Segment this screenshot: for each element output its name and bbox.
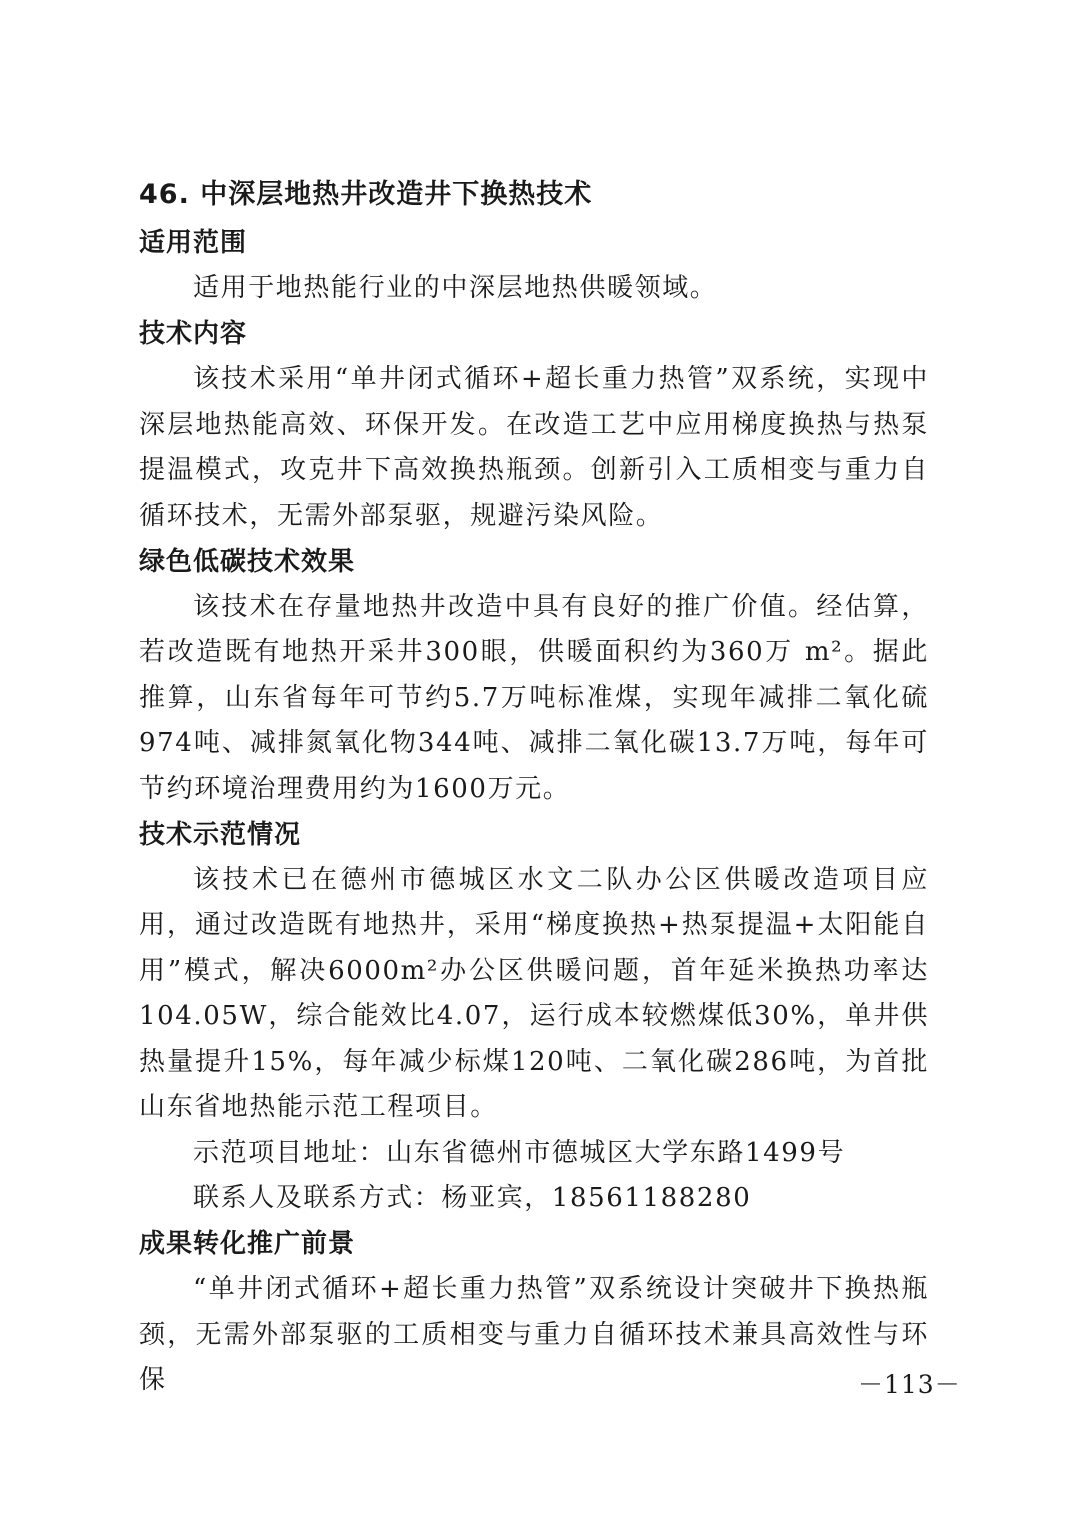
paragraph-demo: 该技术已在德州市德城区水文二队办公区供暖改造项目应用，通过改造既有地热井，采用“梯度换热+热泵提温+太阳能自用”模式，解决6000m²办公区供暖问题，首年延米换热功率达104.05W，综合能效比4.07，运行成本较燃煤低30%，单井供热量提升15%，每年减少标煤120吨、二氧化碳286吨，为首批山东省地热能示范工程项目。 xyxy=(139,865,929,1123)
paragraph-prospect: “单井闭式循环+超长重力热管”双系统设计突破井下换热瓶颈，无需外部泵驱的工质相变与重力自循环技术兼具高效性与环保 xyxy=(139,1274,929,1396)
page-content xyxy=(139,170,929,1404)
heading-effect: 绿色低碳技术效果 xyxy=(139,547,356,578)
demo-address: 示范项目地址：山东省德州市德城区大学东路1499号 xyxy=(193,1137,846,1168)
heading-content: 技术内容 xyxy=(139,319,248,350)
paragraph-effect: 该技术在存量地热井改造中具有良好的推广价值。经估算，若改造既有地热开采井300眼，供暖面积约为360万 m²。据此推算，山东省每年可节约5.7万吨标准煤，实现年减排二氧化硫974吨、减排氮氧化物344吨、减排二氧化碳13.7万吨，每年可节约环境治理费用约为1600万元。 xyxy=(139,592,929,804)
demo-contact: 联系人及联系方式：杨亚宾，18561188280 xyxy=(193,1182,752,1213)
paragraph-scope: 适用于地热能行业的中深层地热供暖领域。 xyxy=(193,273,718,303)
heading-demo: 技术示范情况 xyxy=(139,820,302,851)
section-title: 46. 中深层地热井改造井下换热技术 xyxy=(139,179,593,210)
page-number: －113－ xyxy=(858,1370,961,1399)
heading-prospect: 成果转化推广前景 xyxy=(139,1229,356,1260)
heading-scope: 适用范围 xyxy=(139,228,248,258)
paragraph-content: 该技术采用“单井闭式循环+超长重力热管”双系统，实现中深层地热能高效、环保开发。在改造工艺中应用梯度换热与热泵提温模式，攻克井下高效换热瓶颈。创新引入工质相变与重力自循环技术，无需外部泵驱，规避污染风险。 xyxy=(139,364,929,531)
